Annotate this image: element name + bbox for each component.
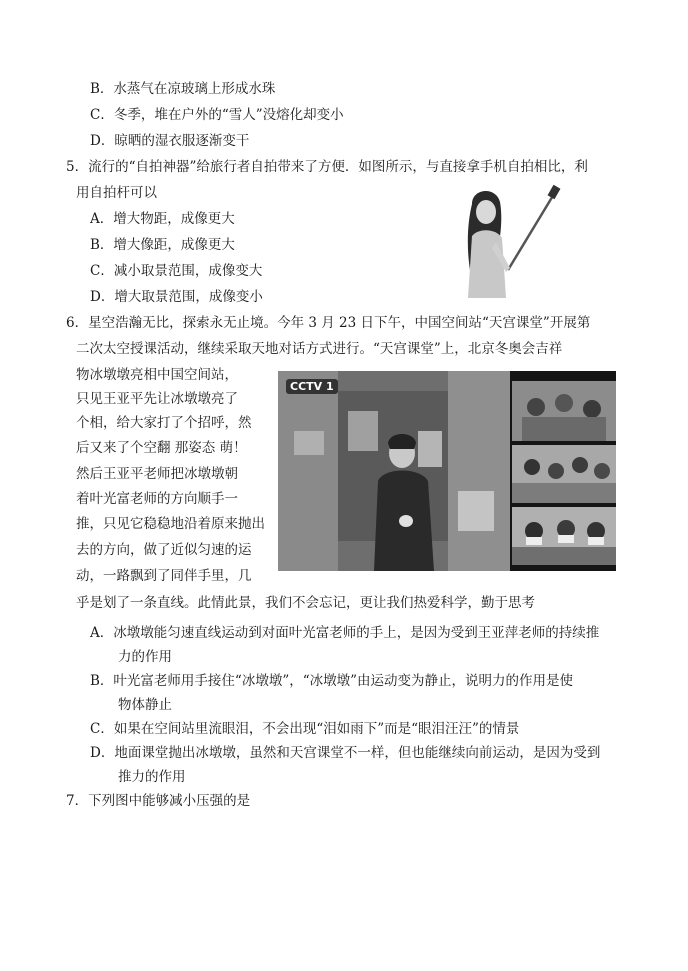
- q6-stem-line-10: 去的方向，做了近似匀速的运: [76, 542, 252, 558]
- q6-option-b-line-1: B．叶光富老师用手接住“冰墩墩”，“冰墩墩”由运动变为静止，说明力的作用是使: [90, 673, 574, 689]
- q6-option-a-line-2: 力的作用: [118, 649, 172, 665]
- classroom-feed-1: [512, 381, 616, 441]
- q5-option-b: B．增大像距，成像更大: [90, 237, 235, 253]
- q6-stem-line-8: 着叶光富老师的方向顺手一: [76, 491, 238, 507]
- q6-stem-line-2: 二次太空授课活动，继续采取天地对话方式进行。“天宫课堂”上，北京冬奥会吉祥: [76, 341, 563, 357]
- q6-stem-line-1: 6．星空浩瀚无比，探索永无止境。今年 3 月 23 日下午，中国空间站“天宫课堂”开展第: [66, 315, 591, 331]
- q6-stem-line-6: 后又来了个空翻 那姿态 萌！: [76, 440, 247, 456]
- q5-stem-line-1: 5．流行的“自拍神器”给旅行者自拍带来了方便．如图所示，与直接拿手机自拍相比，利: [66, 159, 588, 175]
- q6-stem-line-9: 推，只见它稳稳地沿着原来抛出: [76, 516, 265, 532]
- q5-option-a: A．增大物距，成像更大: [90, 211, 235, 227]
- q6-stem-line-3: 物冰墩墩亮相中国空间站，: [76, 367, 238, 383]
- q4-option-c: C．冬季，堆在户外的“雪人”没熔化却变小: [90, 107, 344, 123]
- q4-option-b: B．水蒸气在凉玻璃上形成水珠: [90, 81, 276, 97]
- q6-option-d-line-1: D．地面课堂抛出冰墩墩，虽然和天宫课堂不一样，但也能继续向前运动，是因为受到: [90, 745, 601, 761]
- q6-stem-line-4: 只见王亚平先让冰墩墩亮了: [76, 391, 238, 407]
- q6-option-d-line-2: 推力的作用: [118, 769, 186, 785]
- q6-option-a-line-1: A．冰墩墩能匀速直线运动到对面叶光富老师的手上，是因为受到王亚萍老师的持续推: [90, 625, 600, 641]
- q6-stem-line-5: 个相，给大家打了个招呼，然: [76, 415, 252, 431]
- cctv-logo: CCTV 1: [286, 379, 338, 394]
- selfie-stick-illustration: [462, 184, 570, 298]
- q5-option-c: C．减小取景范围，成像变大: [90, 263, 263, 279]
- classroom-feed-3: [512, 507, 616, 565]
- q6-stem-line-12: 乎是划了一条直线。此情此景，我们不会忘记，更让我们热爱科学，勤于思考: [76, 595, 535, 611]
- q6-option-c: C．如果在空间站里流眼泪，不会出现“泪如雨下”而是“眼泪汪汪”的情景: [90, 721, 520, 737]
- q4-option-d: D．晾晒的湿衣服逐渐变干: [90, 133, 250, 149]
- space-station-scene: [278, 371, 510, 571]
- q5-option-d: D．增大取景范围，成像变小: [90, 289, 263, 305]
- q6-stem-line-11: 动，一路飘到了同伴手里，几: [76, 568, 252, 584]
- q6-option-b-line-2: 物体静止: [118, 697, 172, 713]
- q5-stem-line-2: 用自拍杆可以: [76, 185, 157, 201]
- q6-stem-line-7: 然后王亚平老师把冰墩墩朝: [76, 466, 238, 482]
- tiangong-classroom-photo: [278, 371, 616, 571]
- q7-stem: 7．下列图中能够减小压强的是: [66, 793, 251, 809]
- classroom-feed-2: [512, 445, 616, 503]
